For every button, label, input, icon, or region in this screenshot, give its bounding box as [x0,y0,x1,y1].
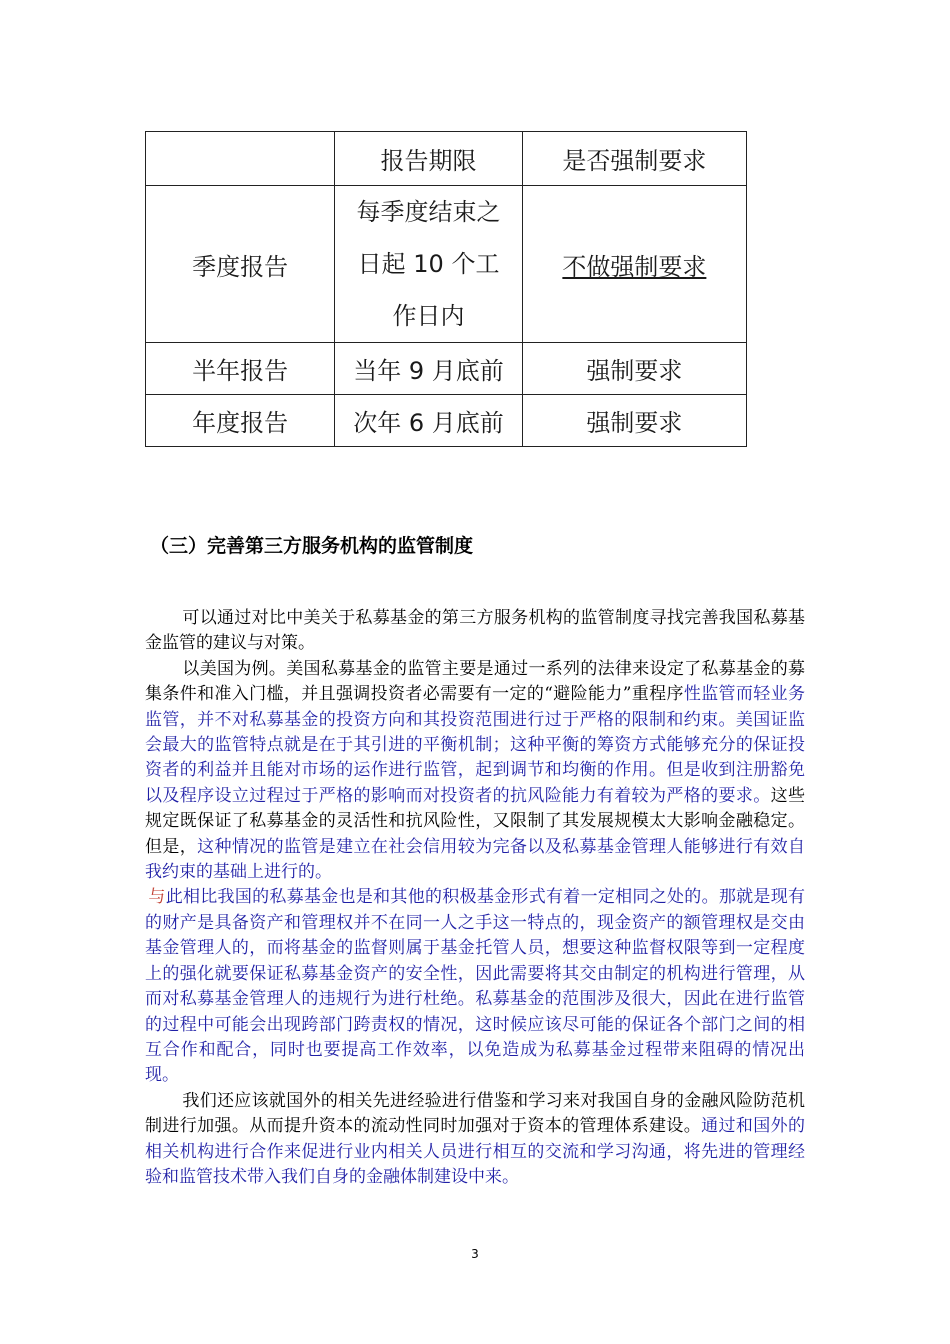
paragraph-text-highlight: 此相比我国的私募基金也是和其他的积极基金形式有着一定相同之处的。那就是现有的财产是具备资产和管理权并不在同一人之手这一特点的，现金资产的额管理权是交由基金管理人的，而将基金的监督则属于基金托管人员，想要这种监督权限等到一定程度上的强化就要保证私募基金资产的安全性，因此需要将其交由制定的机构进行管理，从而对私募基金管理人的违规行为进行杜绝。私募基金的范围涉及很大，因此在进行监管的过程中可能会出现跨部门跨责权的情况，这时候应该尽可能的保证各个部门之间的相互合作和配合，同时也要提高工作效率，以免造成为私募基金过程带来阻碍的情况出现。 [145,887,806,1086]
period-line: 每季度结束之 [356,198,501,226]
report-type-cell: 半年报告 [146,343,335,395]
paragraph [145,885,805,1088]
paragraph-text: 以美国为例。美国私募基金的监管主要是通过一系列的法律来设定了私募基金的募集条件和准入门槛，并且强调投资者必需要有一定的“避险能力”重程序 [145,658,805,705]
mandatory-cell: 强制要求 [522,395,746,447]
mandatory-cell: 强制要求 [522,343,746,395]
mandatory-value: 不做强制要求 [562,252,707,281]
table-header-cell [146,132,335,186]
report-period-cell: 次年 6 月底前 [335,395,522,447]
paragraph-text: 我们还应该就国外的相关先进经验进行借鉴和学习来对我国自身的金融风险防范机制进行加强。从而提升资本的流动性同时加强对于资本的管理体系建设。 [145,1090,805,1137]
report-type-cell: 季度报告 [146,186,335,343]
paragraph-text-highlight: 通过和国外的相关机构进行合作来促进行业内相关人员进行相互的交流和学习沟通，将先进的管理经验和监管技术带入我们自身的金融体制建设中来。 [145,1116,806,1187]
table-header-cell: 报告期限 [335,132,522,186]
report-type-cell: 年度报告 [146,395,335,447]
table-header-row [146,132,747,186]
table-row [146,343,747,395]
period-line: 日起 10 个工 [357,250,500,278]
paragraph [145,1089,805,1191]
report-requirements-table [145,131,747,447]
table-row [146,186,747,343]
paragraph-text: 可以通过对比中美关于私募基金的第三方服务机构的监管制度寻找完善我国私募基金监管的建议与对策。 [145,608,805,654]
table-header-cell: 是否强制要求 [522,132,746,186]
paragraph-text: 这些规定既保证了私募基金的灵活性和抗风险性，又限制了其发展规模太大影响金融稳定。但是， [145,785,806,857]
paragraph [145,657,805,886]
paragraph [145,606,805,657]
report-period-cell [335,186,522,343]
table-row [146,395,747,447]
report-period-cell: 当年 9 月底前 [335,343,522,395]
period-line: 作日内 [392,302,465,330]
mandatory-cell [522,186,746,343]
body-text [145,606,805,1190]
page-number: 3 [471,1247,479,1261]
paragraph-text-red: 与 [148,887,166,908]
section-heading: （三）完善第三方服务机构的监管制度 [150,535,474,557]
paragraph-text-highlight: 性监管而轻业务监管，并不对私募基金的投资方向和其投资范围进行过于严格的限制和约束。美国证监会最大的监管特点就是在于其引进的平衡机制；这种平衡的筹资方式能够充分的保证投资者的利益并且能对市场的运作进行监管，起到调节和均衡的作用。但是收到注册豁免以及程序设立过程过于严格的影响而对投资者的抗风险能力有着较为严格的要求。 [145,684,805,806]
paragraph-text-highlight: 这种情况的监管是建立在社会信用较为完备以及私募基金管理人能够进行有效自我约束的基础上进行的。 [145,836,806,883]
